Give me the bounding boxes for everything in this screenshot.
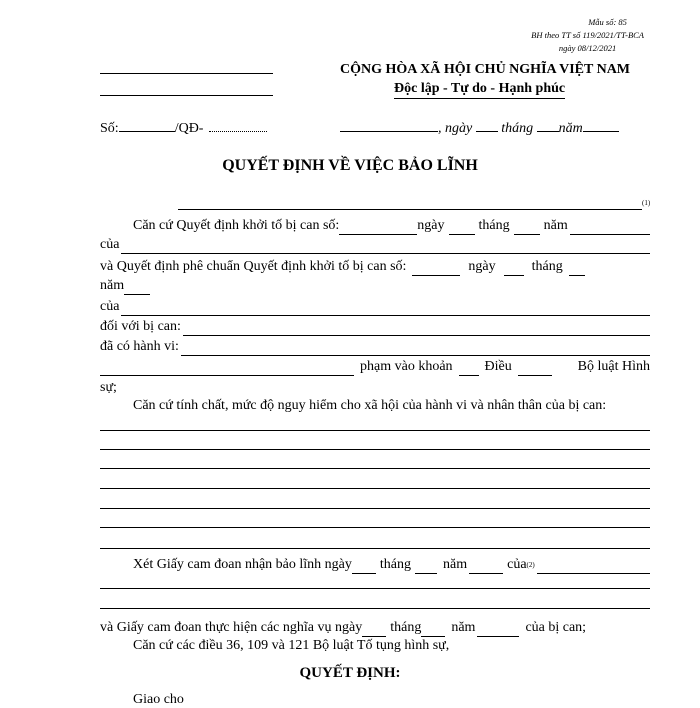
xet-year-field[interactable] (469, 561, 503, 574)
guarantor-line-2[interactable] (100, 608, 650, 609)
reason-line-3[interactable] (100, 468, 650, 469)
khoi-to-month-field[interactable] (514, 222, 540, 235)
khoi-to-number-field[interactable] (339, 222, 417, 235)
qd-label: /QĐ- (174, 121, 204, 136)
reason-line-5[interactable] (100, 508, 650, 509)
hanh-vi-label: đã có hành vi: (100, 339, 179, 354)
phe-chuan-ngay-label: ngày (468, 259, 496, 274)
pham-vao-row (100, 358, 650, 376)
form-number: Mẫu số: 85 (588, 17, 627, 27)
bi-can-row (100, 318, 650, 336)
khoi-to-year-field[interactable] (570, 222, 650, 235)
can-cu-dieu-label: Căn cứ các điều 36, 109 và 121 Bộ luật Tố tụng hình sự, (133, 638, 450, 653)
can-cu-khoi-to-label: Căn cứ Quyết định khởi tố bị can số: (133, 218, 340, 233)
date-month-label: tháng (501, 121, 534, 136)
xet-giay-row (133, 556, 650, 574)
dieu-field[interactable] (518, 363, 552, 376)
reason-line-7[interactable] (100, 548, 650, 549)
agency-line-1[interactable] (100, 73, 273, 74)
xet-month-field[interactable] (415, 561, 437, 574)
hanh-vi-field[interactable] (181, 343, 650, 356)
nghia-vu-label: và Giấy cam đoan thực hiện các nghĩa vụ ngày (100, 620, 363, 635)
footnote-1-marker: (1) (642, 199, 651, 207)
cua-label-1: của (100, 237, 120, 252)
reason-line-4[interactable] (100, 488, 650, 489)
motto: Độc lập - Tự do - Hạnh phúc (394, 81, 565, 99)
footnote-2-marker: (2) (526, 561, 535, 569)
place-field[interactable] (340, 119, 438, 132)
month-field[interactable] (537, 119, 559, 132)
year-field[interactable] (583, 119, 619, 132)
phe-chuan-row (100, 258, 650, 276)
document-number-row (100, 119, 267, 137)
cua-row-2 (100, 298, 650, 316)
phe-chuan-day-field[interactable] (504, 263, 524, 276)
cua-field-2[interactable] (121, 303, 650, 316)
bo-luat-label: Bộ luật Hình (577, 359, 650, 374)
reason-line-1[interactable] (100, 430, 650, 431)
khoi-to-thang-label: tháng (478, 218, 510, 233)
nghia-vu-year-field[interactable] (477, 624, 519, 637)
nghia-vu-row (100, 619, 650, 637)
khoi-to-ngay-label: ngày (417, 218, 445, 233)
nghia-vu-nam-label: năm (451, 620, 476, 635)
agency-line-2[interactable] (100, 95, 273, 96)
form-meta (531, 16, 644, 55)
khoi-to-day-field[interactable] (449, 222, 475, 235)
xet-cua-field[interactable] (537, 561, 650, 574)
date-day-label: , ngày (438, 121, 473, 136)
cua-label-2: của (100, 299, 120, 314)
phe-chuan-nam-label: năm (100, 278, 125, 293)
form-basis: BH theo TT số 119/2021/TT-BCA (531, 30, 644, 40)
xet-giay-label: Xét Giấy cam đoan nhận bảo lĩnh ngày (133, 557, 352, 572)
su-label: sự; (100, 380, 117, 395)
phe-chuan-year-field[interactable] (124, 282, 150, 295)
reason-line-6[interactable] (100, 527, 650, 528)
date-year-label: năm (558, 121, 583, 136)
number-field[interactable] (119, 119, 175, 132)
can-cu-khoi-to-row (133, 217, 650, 235)
qd-code-field[interactable] (209, 119, 267, 132)
nghia-vu-thang-label: tháng (390, 620, 422, 635)
nghia-vu-day-field[interactable] (362, 624, 386, 637)
pham-vao-khoan-label: phạm vào khoản (360, 359, 453, 374)
phe-chuan-thang-label: tháng (531, 259, 563, 274)
country-name: CỘNG HÒA XÃ HỘI CHỦ NGHĨA VIỆT NAM (340, 62, 631, 77)
giao-cho-label: Giao cho (133, 692, 184, 707)
bi-can-label: đối với bị can: (100, 319, 181, 334)
document-title: QUYẾT ĐỊNH VỀ VIỆC BẢO LĨNH (222, 157, 478, 174)
khoi-to-nam-label: năm (543, 218, 568, 233)
guarantor-line-1[interactable] (100, 588, 650, 589)
hanh-vi-row (100, 338, 650, 356)
phe-chuan-label: và Quyết định phê chuẩn Quyết định khởi tố bị can số: (100, 259, 407, 274)
phe-chuan-month-field[interactable] (569, 263, 585, 276)
authority-line[interactable] (178, 209, 642, 210)
bi-can-field[interactable] (183, 323, 650, 336)
phe-chuan-number-field[interactable] (412, 263, 460, 276)
reason-line-2[interactable] (100, 449, 650, 450)
number-label: Số: (100, 121, 119, 136)
cua-bi-can-label: của bị can; (525, 620, 587, 635)
day-field[interactable] (476, 119, 498, 132)
xet-cua-label: của (507, 557, 527, 572)
can-cu-tinh-chat-label: Căn cứ tính chất, mức độ nguy hiểm cho xã hội của hành vi và nhân thân của bị can: (133, 398, 607, 413)
pham-vao-detail-field[interactable] (100, 363, 354, 376)
nghia-vu-month-field[interactable] (421, 624, 445, 637)
cua-row-1 (100, 236, 650, 254)
place-date-row (340, 119, 619, 137)
xet-day-field[interactable] (352, 561, 376, 574)
decision-heading: QUYẾT ĐỊNH: (299, 665, 401, 681)
dieu-label: Điều (484, 359, 512, 374)
phe-chuan-year-row (100, 277, 650, 295)
xet-nam-label: năm (443, 557, 468, 572)
form-date: ngày 08/12/2021 (558, 43, 617, 53)
khoan-field[interactable] (459, 363, 479, 376)
xet-thang-label: tháng (379, 557, 411, 572)
cua-field-1[interactable] (121, 241, 650, 254)
